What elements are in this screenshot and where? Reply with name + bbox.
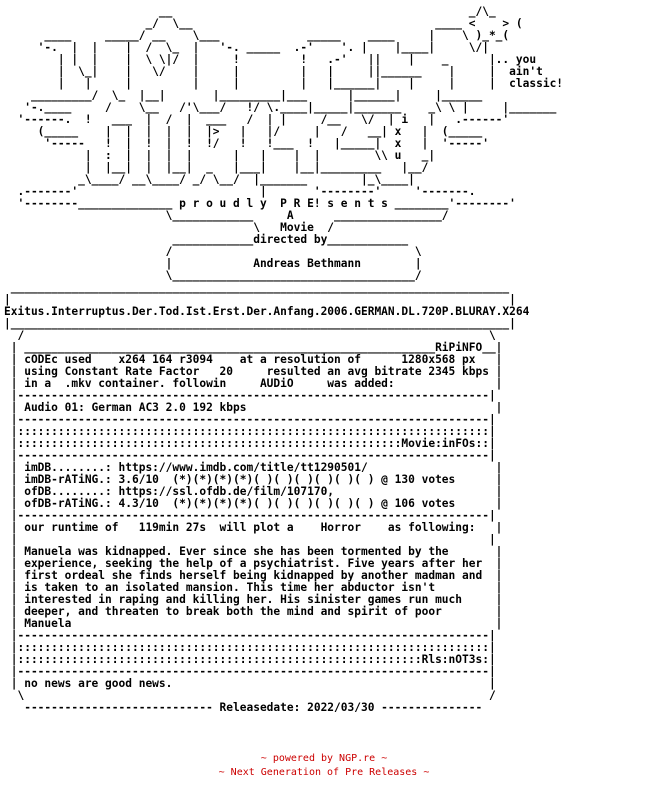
powered-by-text: ~ powered by NGP.re ~ (260, 753, 388, 764)
nfo-text: __ _/\_ _/ \__ ____ < > ( ____ _____/ __ \___ _____ ____ | \ )_*_( '-. | | | / \_ | '-. _____ .-' '. | |____| \/| | | | | \ \|/ | ! ! .-' || | _ |.. you | \_| | \/ | | | | ||______ | | ain't | | | | | | |______| | | | classic! _________/ \_ |__| |_________|___ |______| |______ '-.____ / \__ /'\___/ !/ \.____|_____|_______ _\ \ | |_______ '------. ! ___ | / | ___ / | | /__ \/ | i | .------' (_____ | | | | | |> | |/ | / __| x | (_____ '----- ! | ! | ! !/ ! !___ ! |_____| x | '-----' | : | | | | | | | | \\ u _| | |__| | |__| _ |___| |__|_________ |__/ _\____/ __\____/ _/ \__/ |_______ |_\____| .-------' | '--------' '-------. '--------______________ p r o u d l y P R E! s e n t s ________'--------' \____________ A ________________/ \ Movie / ____________directed by____________ / \ | Andreas Bethmann | \____________________________________/ __________________________________________________________________________ | | Exitus.Interruptus.Der.Tod.Ist.Erst.Der.Anfang.2006.GERMAN.DL.720P.BLURAY.X264 |__________________________________________________________________________| / \ | _____________________________________________________________RiPiNFO__| | cODEc used x264 164 r3094 at a resolution of 1280x568 px | | using Constant Rate Factor 20 resulted an avg bitrate 2345 kbps | | in a .mkv container. followin AUDiO was added: | |----------------------------------------------------------------------| | Audio 01: German AC3 2.0 192 kbps | |----------------------------------------------------------------------| |::::::::::::::::::::::::::::::::::::::::::::::::::::::::::::::::::::::| |:::::::::::::::::::::::::::::::::::::::::::::::::::::::::Movie:inFOs::| |----------------------------------------------------------------------| | imDB........: https://www.imdb.com/title/tt1290501/ | | imDB-rATiNG.: 3.6/10 (*)(*)(*)(*)( )( )( )( )( )( ) @ 130 votes | | ofDB........: https://ssl.ofdb.de/film/107170, | | ofDB-rATiNG.: 4.3/10 (*)(*)(*)(*)( )( )( )( )( )( ) @ 106 votes | |----------------------------------------------------------------------| | our runtime of 119min 27s will plot a Horror as following: | | | | Manuela was kidnapped. Ever since she has been tormented by the | | experience, seeking the help of a psychiatrist. Five years after her | | first ordeal she finds herself being kidnapped by another madman and | | is taken to an isolated mansion. This time her abductor isn't | | interested in raping and killing her. His sinister games run much | | deeper, and threaten to break both the mind and spirit of poor | | Manuela | |----------------------------------------------------------------------| |::::::::::::::::::::::::::::::::::::::::::::::::::::::::::::::::::::::| |::::::::::::::::::::::::::::::::::::::::::::::::::::::::::::Rls:nOT3s:| |----------------------------------------------------------------------| | no news are good news. | \ / ---------------------------- Releasedate: 2022/03/30 --------------- (4, 5, 564, 714)
tagline-text: ~ Next Generation of Pre Releases ~ (218, 767, 430, 778)
